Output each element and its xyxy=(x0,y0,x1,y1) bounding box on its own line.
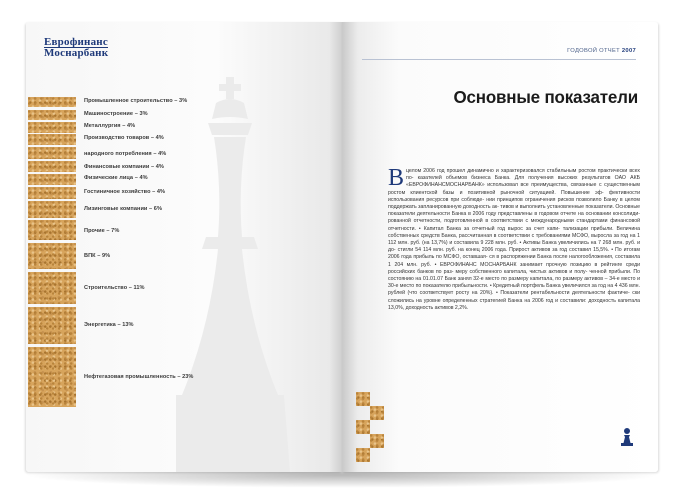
report-year: 2007 xyxy=(621,48,636,54)
chess-pawn-icon xyxy=(620,427,634,447)
sector-bar xyxy=(28,110,76,120)
sector-bar xyxy=(28,161,76,172)
sector-label: Лизинговые компании – 6% xyxy=(84,206,162,212)
sector-label: Энергетика – 13% xyxy=(84,322,134,328)
sector-label: Гостиничное хозяйство – 4% xyxy=(84,189,166,195)
logo-line-1: Еврофинанс xyxy=(44,36,108,48)
sector-bar xyxy=(28,122,76,133)
sector-bar xyxy=(28,97,76,107)
sector-label: Металлургия – 4% xyxy=(84,123,136,129)
logo-line-2: Моснарбанк xyxy=(44,47,109,59)
sector-bar xyxy=(28,307,76,344)
sector-label: Промышленное строительство – 3% xyxy=(84,98,188,104)
sector-bar xyxy=(28,201,76,218)
sector-bar xyxy=(28,174,76,185)
sector-bar xyxy=(28,220,76,240)
drop-cap: В xyxy=(388,165,405,191)
report-label: ГОДОВОЙ ОТЧЕТ xyxy=(567,48,620,54)
body-paragraph: целом 2006 год прошел динамично и характеризовался стабильным ростом практически всех по- казателей объемов бизнеса Банка. Для получения высоких результатов ОАО АКБ «ЕВРОФИНАНСМОСНАРБАНК» использовал все преимущества, связанные с существенным ростом клиентской базы и позитивной рыночной ситуацией. Повышение эф- фективности использования ресурсов при соблюде- нии принципов ограничения рисков позволило Банку в целом поддержать запланированную доходность ак- тивов и выполнить установленные показатели. Основные показатели деятельности Банка в 2006 году представлены в годовом отчете на основании консолиди- рованной отчетности, подготовленной в соответствии с международными стандартами финансовой отчетности. • Капитал Банка за отчетный год вырос за счет капи- тализации прибыли. Величина собственных средств Банка, рассчитанная в соответствии с требованиями МСФО, выросла за год на 1 112 млн. руб. (на 13,7%) и составила 9 228 млн. руб. • Активы Банка увеличились на 7 268 млн. руб. и до- стигли 54 114 млн. руб. на конец 2006 года. Прирост активов за год составил 15,5%. • По итогам 2006 года прибыль по МСФО, оставшая- ся в распоряжении Банка после налогообложения, составила 1 204 млн. руб. • ЕВРОФИНАНС МОСНАРБАНК занимает прочную позицию в рейтинге среди российских банков по раз- меру собственного капитала, чистых активов и полу- ченной прибыли. По состоянию на 01.01.07 Банк занял 32-е место по размеру капитала, по размеру активов – 34-е место и 30-е место по показателю прибыльности. • Кредитный портфель Банка увеличился за год на 4 436 млн. рублей (что соответствует росту на 20%). • Показатели рентабельности деятельности фактиче- ски сложились на уровне определенных стратегией Банка на 2006 год и составили: доходность капитала 13,0%, доходность активов 2,2%. xyxy=(388,168,640,311)
sector-label: Строительство – 11% xyxy=(84,285,145,291)
sector-label: ВПК – 9% xyxy=(84,253,111,259)
sector-label: Финансовые компании – 4% xyxy=(84,164,164,170)
sector-bar xyxy=(28,243,76,269)
left-page xyxy=(26,22,342,472)
deco-square xyxy=(356,392,370,406)
sector-label: Нефтегазовая промышленность – 23% xyxy=(84,374,194,380)
deco-square xyxy=(356,420,370,434)
header-rule xyxy=(362,59,636,60)
running-header xyxy=(567,48,636,54)
deco-square xyxy=(356,448,370,462)
sector-label: Производство товаров – 4% xyxy=(84,135,164,141)
deco-square xyxy=(370,434,384,448)
deco-square xyxy=(370,406,384,420)
sector-label: Прочие – 7% xyxy=(84,228,120,234)
body-text xyxy=(388,165,640,312)
sector-bar xyxy=(28,134,76,145)
sector-bar xyxy=(28,347,76,407)
sector-bar xyxy=(28,147,76,159)
sector-bar xyxy=(28,272,76,304)
sector-bar xyxy=(28,187,76,199)
sector-label: Машиностроение – 3% xyxy=(84,111,148,117)
right-page xyxy=(342,22,658,472)
sector-breakdown xyxy=(26,22,342,472)
sector-label: Физические лица – 4% xyxy=(84,175,148,181)
sector-label: народного потребления – 4% xyxy=(84,151,167,157)
page-title: Основные показатели xyxy=(453,87,638,108)
